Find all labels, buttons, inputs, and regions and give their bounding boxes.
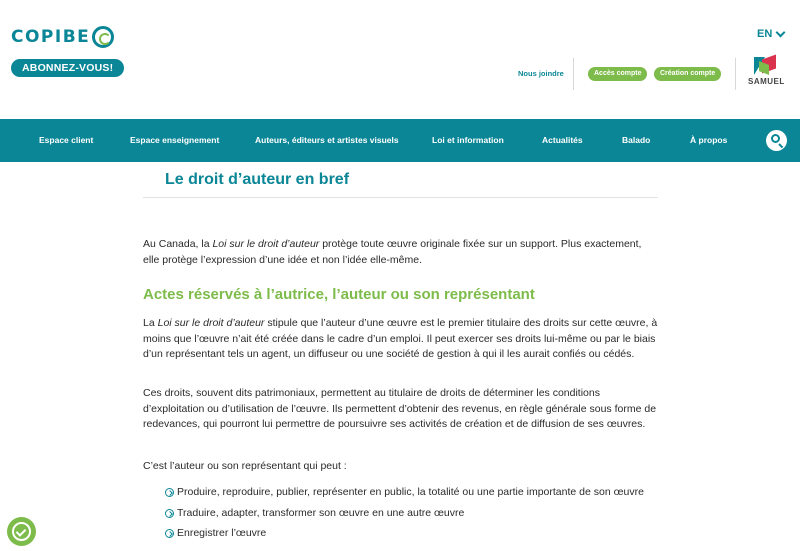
- title-divider: [143, 197, 658, 198]
- search-button[interactable]: [766, 130, 787, 151]
- access-account-button[interactable]: Accès compte: [588, 67, 647, 81]
- logo-text: COPIBE: [11, 27, 91, 47]
- nav-item-auteurs[interactable]: Auteurs, éditeurs et artistes visuels: [255, 135, 399, 145]
- copibec-logo[interactable]: [11, 26, 114, 48]
- chevron-circle-icon: [165, 529, 174, 538]
- list-item: Enregistrer l’œuvre: [165, 526, 660, 542]
- language-label: EN: [757, 28, 773, 40]
- section-title: Actes réservés à l’autrice, l’auteur ou son représentant: [143, 286, 535, 303]
- header-divider: [735, 58, 736, 90]
- search-icon: [771, 134, 780, 143]
- contact-link[interactable]: Nous joindre: [518, 69, 564, 78]
- nav-item-espace-enseignement[interactable]: Espace enseignement: [130, 135, 220, 145]
- chevron-circle-icon: [165, 509, 174, 518]
- nav-item-balado[interactable]: Balado: [622, 135, 651, 145]
- samuel-label: SAMUEL: [748, 77, 785, 86]
- language-switcher[interactable]: [757, 28, 784, 40]
- page-title: Le droit d’auteur en bref: [165, 171, 350, 188]
- main-nav: [0, 119, 800, 162]
- header-divider: [573, 58, 574, 90]
- chevron-circle-icon: [165, 488, 174, 497]
- subscribe-button[interactable]: ABONNEZ-VOUS!: [11, 59, 124, 77]
- intro-paragraph: Au Canada, la Loi sur le droit d’auteur protège toute œuvre originale fixée sur un support. Plus exactement, elle protège l’expression d’une idée et non l’idée elle-même.: [143, 238, 642, 266]
- paragraph-author-rights: La Loi sur le droit d’auteur stipule que l’auteur d’une œuvre est le premier titulaire des droits sur cette œuvre, à moins que l’œuvre n’ait été créée dans le cadre d’un emploi. Il peut exercer ses droits lui-même ou par le biais d’un représentant tels un agent, un diffuseur ou une société de gestion à qui il les aurait confiés ou cédés.: [143, 317, 658, 360]
- nav-item-espace-client[interactable]: Espace client: [39, 135, 94, 145]
- create-account-button[interactable]: Création compte: [654, 67, 721, 81]
- list-item: Traduire, adapter, transformer son œuvre en une autre œuvre: [165, 506, 660, 522]
- logo-c-icon: [92, 26, 114, 48]
- nav-item-actualites[interactable]: Actualités: [542, 135, 583, 145]
- samuel-logo-icon: [754, 57, 776, 75]
- samuel-logo[interactable]: [748, 57, 785, 86]
- paragraph-author-can: C’est l’auteur ou son représentant qui peut :: [143, 460, 347, 472]
- list-item: Produire, reproduire, publier, représenter en public, la totalité ou une partie importante de son œuvre: [165, 485, 660, 501]
- nav-item-a-propos[interactable]: À propos: [690, 135, 728, 145]
- site-header: [0, 0, 800, 119]
- paragraph-patrimonial-rights: Ces droits, souvent dits patrimoniaux, permettent au titulaire de droits de déterminer les conditions d’exploitation ou d’utilisation de l’œuvre. Ils permettent d’obtenir des revenus, en règle générale sous forme de redevances, qui pourront lui permettre de poursuivre ses activités de création et de diffusion de ses œuvres.: [143, 387, 657, 430]
- accessibility-button[interactable]: [7, 517, 36, 546]
- chevron-down-icon: [776, 27, 786, 37]
- rights-list: [165, 485, 660, 542]
- nav-item-loi-information[interactable]: Loi et information: [432, 135, 504, 145]
